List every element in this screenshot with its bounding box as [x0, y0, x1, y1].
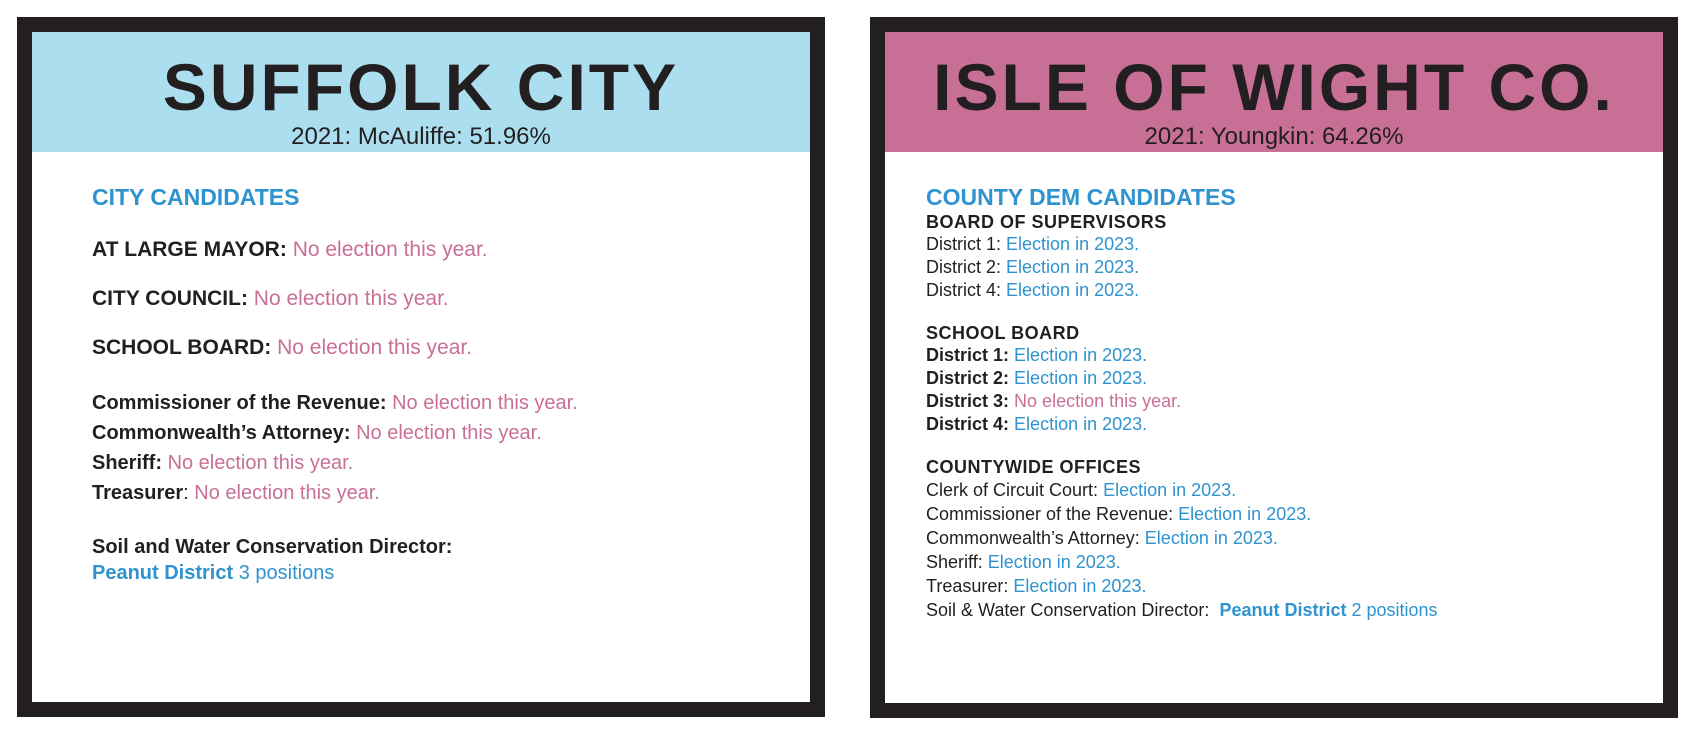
county-commonwealths-attorney-row: [926, 526, 1643, 550]
county-treasurer-label: Treasurer:: [926, 576, 1009, 596]
peanut-district-label: Peanut District: [92, 562, 234, 584]
supervisors-district-4-value: Election in 2023.: [1006, 280, 1140, 300]
school-district-2-label: District 2:: [926, 368, 1010, 388]
county-sheriff-row: [926, 550, 1643, 574]
board-of-supervisors-heading: BOARD OF SUPERVISORS: [926, 212, 1167, 232]
school-board-value: No election this year.: [277, 336, 473, 359]
county-soil-water-row: [926, 598, 1643, 622]
school-district-2-row: [926, 367, 1643, 390]
sheriff-value: No election this year.: [167, 452, 354, 474]
commissioner-revenue-label: Commissioner of the Revenue:: [92, 392, 387, 414]
soil-water-positions: 3 positions: [238, 562, 335, 584]
county-commonwealths-attorney-value: Election in 2023.: [1144, 528, 1278, 548]
isle-of-wight-title: ISLE OF WIGHT CO.: [933, 50, 1615, 124]
supervisors-district-4-label: District 4:: [926, 280, 1002, 300]
school-district-4-value: Election in 2023.: [1014, 414, 1148, 434]
city-council-row: [92, 286, 790, 312]
commonwealths-attorney-row: [92, 418, 790, 448]
school-board-heading: SCHOOL BOARD: [926, 323, 1080, 343]
sheriff-label: Sheriff:: [92, 452, 162, 474]
school-district-4-label: District 4:: [926, 414, 1010, 434]
county-commonwealths-attorney-label: Commonwealth’s Attorney:: [926, 528, 1140, 548]
supervisors-district-1-value: Election in 2023.: [1006, 234, 1140, 254]
isle-of-wight-header: [885, 32, 1663, 152]
soil-water-positions-row: [92, 560, 790, 586]
school-district-3-value: No election this year.: [1014, 391, 1182, 411]
county-soil-water-label: Soil & Water Conservation Director:: [926, 600, 1210, 620]
city-council-label: CITY COUNCIL:: [92, 287, 248, 310]
at-large-mayor-row: [92, 237, 790, 263]
clerk-circuit-court-row: [926, 478, 1643, 502]
commonwealths-attorney-value: No election this year.: [356, 422, 542, 444]
treasurer-separator: :: [183, 482, 189, 504]
school-district-2-value: Election in 2023.: [1014, 368, 1148, 388]
supervisors-district-2-row: [926, 256, 1643, 279]
countywide-offices-heading: COUNTYWIDE OFFICES: [926, 457, 1141, 477]
at-large-mayor-value: No election this year.: [292, 238, 488, 261]
county-treasurer-row: [926, 574, 1643, 598]
suffolk-city-header: [32, 32, 810, 152]
county-peanut-district-label: Peanut District: [1219, 600, 1347, 620]
county-treasurer-value: Election in 2023.: [1013, 576, 1147, 596]
supervisors-district-2-value: Election in 2023.: [1006, 257, 1140, 277]
school-district-4-row: [926, 413, 1643, 436]
county-commissioner-revenue-row: [926, 502, 1643, 526]
supervisors-district-1-label: District 1:: [926, 234, 1002, 254]
at-large-mayor-label: AT LARGE MAYOR:: [92, 238, 287, 261]
supervisors-district-4-row: [926, 279, 1643, 302]
commonwealths-attorney-label: Commonwealth’s Attorney:: [92, 422, 351, 444]
treasurer-value: No election this year.: [194, 482, 380, 504]
school-board-row: [92, 335, 790, 361]
city-council-value: No election this year.: [253, 287, 449, 310]
school-district-3-label: District 3:: [926, 391, 1010, 411]
treasurer-row: [92, 478, 790, 508]
soil-water-label: Soil and Water Conservation Director:: [92, 536, 453, 558]
suffolk-city-panel: [17, 17, 825, 717]
supervisors-district-2-label: District 2:: [926, 257, 1002, 277]
suffolk-city-card: [32, 32, 810, 702]
isle-of-wight-card: [885, 32, 1663, 703]
suffolk-city-2021-result: 2021: McAuliffe: 51.96%: [291, 123, 551, 150]
school-board-block: [926, 322, 1643, 436]
city-offices-list: [92, 388, 790, 508]
school-district-3-row: [926, 390, 1643, 413]
county-soil-water-positions: 2 positions: [1351, 600, 1438, 620]
school-district-1-value: Election in 2023.: [1014, 345, 1148, 365]
board-of-supervisors-block: [926, 211, 1643, 302]
county-sheriff-label: Sheriff:: [926, 552, 983, 572]
sheriff-row: [92, 448, 790, 478]
commissioner-revenue-row: [92, 388, 790, 418]
isle-of-wight-2021-result: 2021: Youngkin: 64.26%: [1144, 123, 1404, 150]
countywide-offices-block: [926, 456, 1643, 622]
clerk-circuit-court-label: Clerk of Circuit Court:: [926, 480, 1099, 500]
soil-water-block: [92, 534, 790, 586]
county-commissioner-revenue-value: Election in 2023.: [1178, 504, 1312, 524]
commissioner-revenue-value: No election this year.: [392, 392, 578, 414]
clerk-circuit-court-value: Election in 2023.: [1103, 480, 1237, 500]
county-sheriff-value: Election in 2023.: [987, 552, 1121, 572]
treasurer-label: Treasurer: [92, 482, 184, 504]
city-candidates-heading: CITY CANDIDATES: [92, 184, 300, 210]
suffolk-city-content: [92, 152, 790, 586]
school-district-1-label: District 1:: [926, 345, 1010, 365]
isle-of-wight-content: [926, 152, 1643, 622]
county-dem-candidates-heading: COUNTY DEM CANDIDATES: [926, 184, 1236, 210]
suffolk-city-title: SUFFOLK CITY: [162, 50, 680, 124]
supervisors-district-1-row: [926, 233, 1643, 256]
school-board-label: SCHOOL BOARD:: [92, 336, 272, 359]
school-district-1-row: [926, 344, 1643, 367]
county-commissioner-revenue-label: Commissioner of the Revenue:: [926, 504, 1174, 524]
isle-of-wight-panel: [870, 17, 1678, 718]
